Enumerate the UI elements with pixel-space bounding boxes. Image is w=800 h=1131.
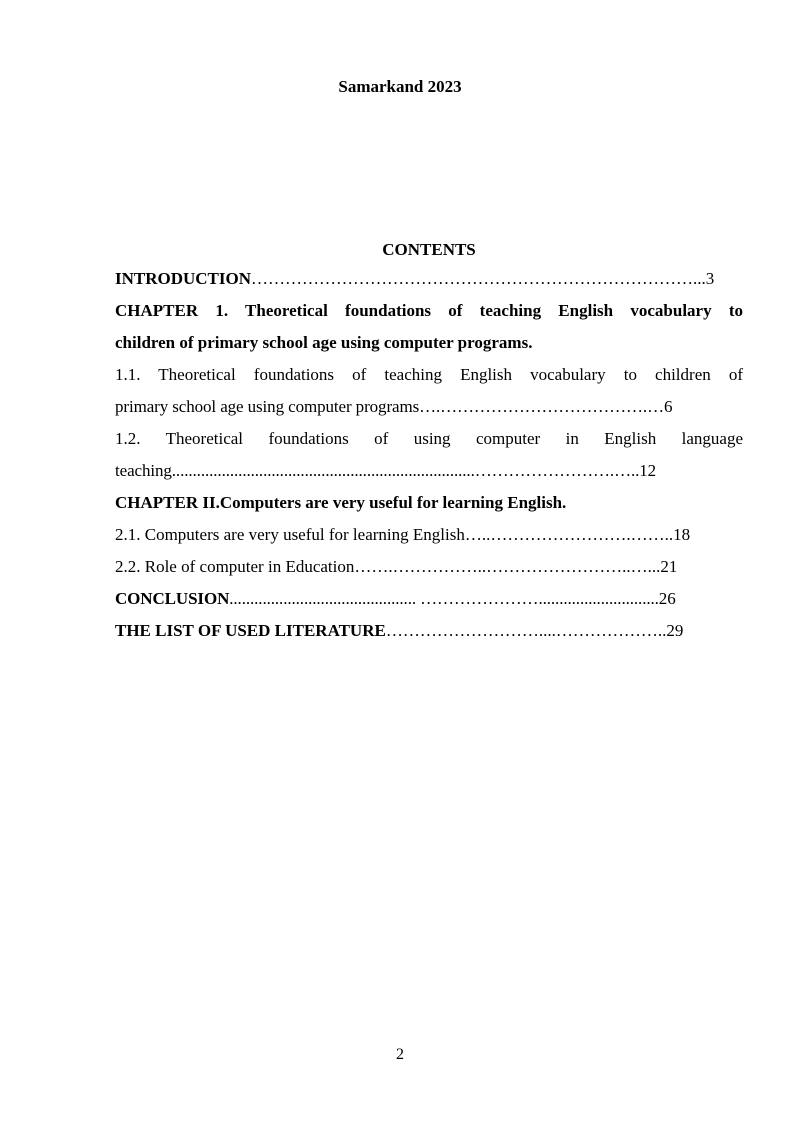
table-of-contents <box>115 239 743 647</box>
toc-entry-conclusion[interactable] <box>115 583 743 615</box>
toc-entry-1-1-line2[interactable]: primary school age using computer programs….……………………………….…6 <box>115 397 673 416</box>
toc-entry-1-2-line2[interactable]: teaching.........................................................................…………………….…..12 <box>115 461 657 480</box>
contents-title: CONTENTS <box>382 240 476 259</box>
toc-entry-label: THE LIST OF USED LITERATURE <box>115 621 386 640</box>
toc-entry-2-1[interactable]: 2.1. Computers are very useful for learning English…..…………………….……..18 <box>115 525 691 544</box>
toc-entry-introduction[interactable] <box>115 263 743 295</box>
toc-entry-1-1-line1[interactable]: 1.1. Theoretical foundations of teaching English vocabulary to children of <box>115 365 743 384</box>
toc-leader: ………………………....………………..29 <box>385 621 684 640</box>
toc-entry-literature[interactable] <box>115 615 743 647</box>
toc-entry-2-2[interactable]: 2.2. Role of computer in Education…….……………..……………………..…...21 <box>115 557 678 576</box>
city-year: Samarkand 2023 <box>338 77 462 96</box>
toc-entry-chapter-2[interactable]: CHAPTER II.Computers are very useful for learning English. <box>115 493 567 512</box>
toc-entry-label: CONCLUSION <box>115 589 230 608</box>
toc-leader: ……………………………………………………………………...3 <box>251 269 715 288</box>
page-number: 2 <box>396 1046 404 1063</box>
toc-entry-chapter-1-line1[interactable]: CHAPTER 1. Theoretical foundations of teaching English vocabulary to <box>115 301 743 320</box>
toc-entry-label: INTRODUCTION <box>115 269 252 288</box>
toc-leader: ............................................. ………………….............................26 <box>229 589 676 608</box>
toc-entry-1-2-line1[interactable]: 1.2. Theoretical foundations of using computer in English language <box>115 429 743 448</box>
toc-entry-chapter-1-line2[interactable]: children of primary school age using computer programs. <box>115 333 533 352</box>
